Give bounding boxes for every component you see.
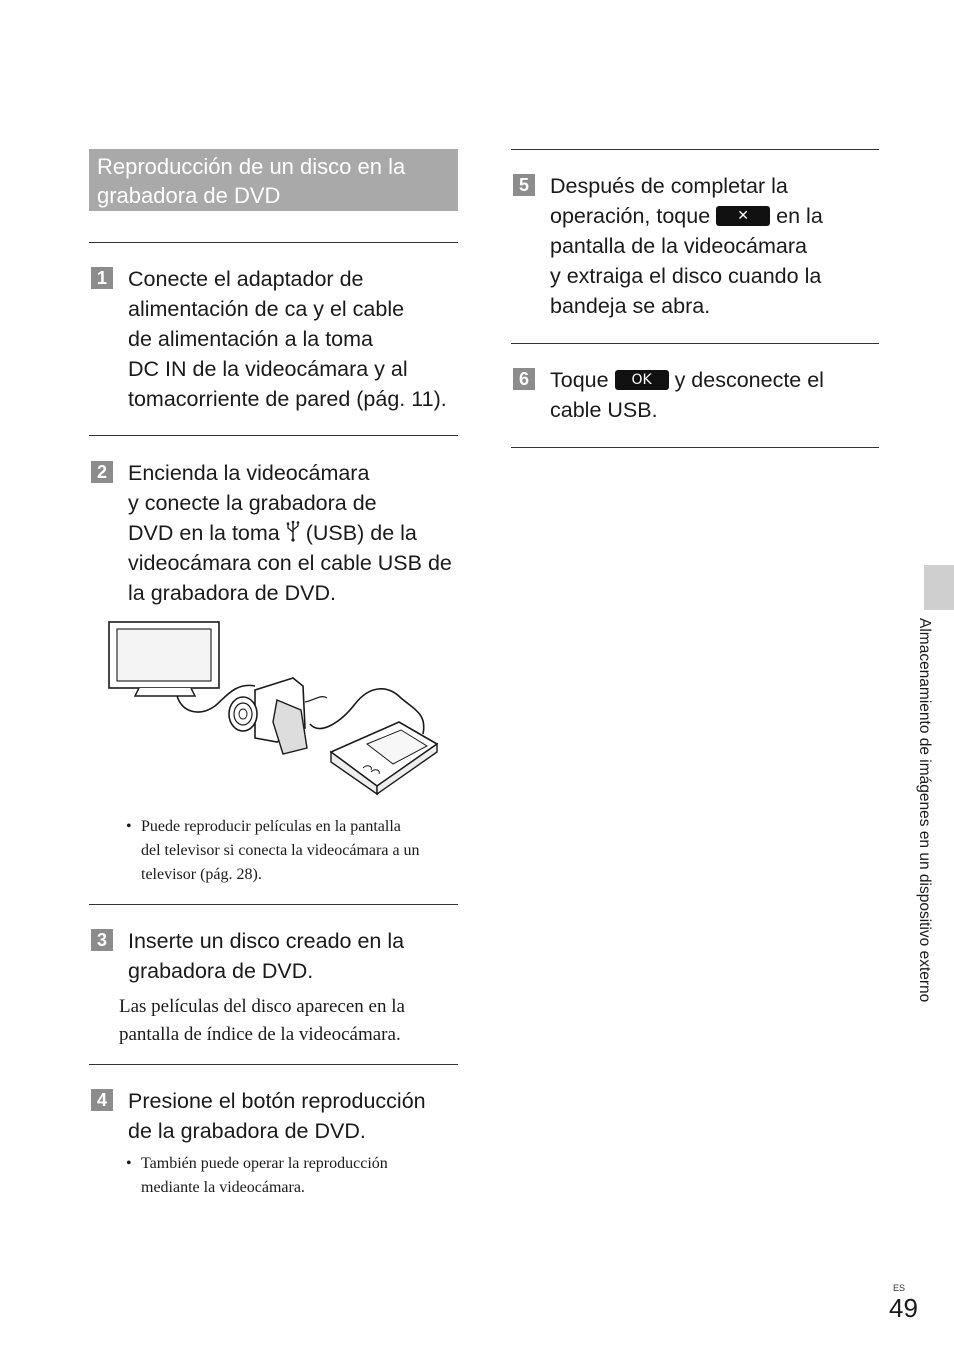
step-number: 2 <box>91 461 113 483</box>
page-number: 49 <box>889 1293 918 1323</box>
ok-button-icon: OK <box>615 370 669 390</box>
step-line: cable USB. <box>550 398 658 422</box>
step-number: 4 <box>91 1089 113 1111</box>
camcorder-icon <box>229 678 307 754</box>
step-line: alimentación de ca y el cable <box>128 297 405 321</box>
step-text <box>128 458 452 608</box>
tv-icon <box>109 622 219 696</box>
step-1 <box>91 264 461 424</box>
step-4-note <box>126 1152 466 1202</box>
step-text <box>128 1086 426 1146</box>
close-button-icon: ✕ <box>716 206 770 226</box>
section-heading-line2: grabadora de DVD <box>97 183 281 208</box>
step-line: videocámara con el cable USB de <box>128 551 452 575</box>
step-line: Presione el botón reproducción <box>128 1089 426 1113</box>
divider <box>89 435 458 436</box>
page-language: ES <box>893 1283 906 1293</box>
section-heading-line1: Reproducción de un disco en la <box>97 154 406 179</box>
section-heading <box>89 149 458 211</box>
step-line: DVD en la toma (USB) de la <box>128 521 417 545</box>
step-line: de la grabadora de DVD. <box>128 1119 366 1143</box>
step-3 <box>91 926 461 988</box>
divider <box>89 1064 458 1065</box>
divider <box>511 343 879 344</box>
step-text <box>550 365 824 425</box>
step-number: 1 <box>91 267 113 289</box>
bullet: • <box>126 1155 132 1172</box>
usb-icon <box>286 520 300 542</box>
step-3-description: Las películas del disco aparecen en la pantalla de índice de la videocámara. <box>119 996 405 1045</box>
step-2-note <box>126 815 466 889</box>
step-line: Después de completar la <box>550 174 788 198</box>
step-line: y conecte la grabadora de <box>128 491 377 515</box>
step-line: pantalla de la videocámara <box>550 234 807 258</box>
step-line: y extraiga el disco cuando la <box>550 264 822 288</box>
step-line: de alimentación a la toma <box>128 327 374 351</box>
step-6 <box>513 365 883 427</box>
connection-illustration <box>105 618 445 798</box>
bullet: • <box>126 818 132 835</box>
chapter-side-label: Almacenamiento de imágenes en un dispositivo externo <box>916 618 933 1003</box>
step-line: Encienda la videocámara <box>128 461 370 485</box>
step-text <box>128 926 404 986</box>
divider <box>89 904 458 905</box>
step-4 <box>91 1086 461 1148</box>
step-number: 6 <box>513 368 535 390</box>
step-line: Toque OK y desconecte el <box>550 368 824 392</box>
note-text: Puede reproducir películas en la pantalla del televisor si conecta la videocámara a un televisor (pág. 28). <box>141 818 420 883</box>
dvd-writer-icon <box>331 722 437 794</box>
divider <box>89 242 458 243</box>
note-text: También puede operar la reproducción mediante la videocámara. <box>141 1155 388 1196</box>
step-text <box>128 264 447 414</box>
step-line: Inserte un disco creado en la <box>128 929 405 953</box>
divider <box>511 149 879 150</box>
step-line: grabadora de DVD. <box>128 959 314 983</box>
side-tab <box>924 565 954 610</box>
step-line: bandeja se abra. <box>550 294 711 318</box>
step-line: Conecte el adaptador de <box>128 267 364 291</box>
step-line: DC IN de la videocámara y al <box>128 357 408 381</box>
step-2 <box>91 458 461 618</box>
step-line: operación, toque ✕ en la <box>550 204 823 228</box>
step-line: tomacorriente de pared (pág. 11). <box>128 387 447 411</box>
step-number: 5 <box>513 174 535 196</box>
step-text <box>550 171 823 321</box>
step-5 <box>513 171 883 326</box>
divider <box>511 447 879 448</box>
step-line: la grabadora de DVD. <box>128 581 336 605</box>
step-number: 3 <box>91 929 113 951</box>
